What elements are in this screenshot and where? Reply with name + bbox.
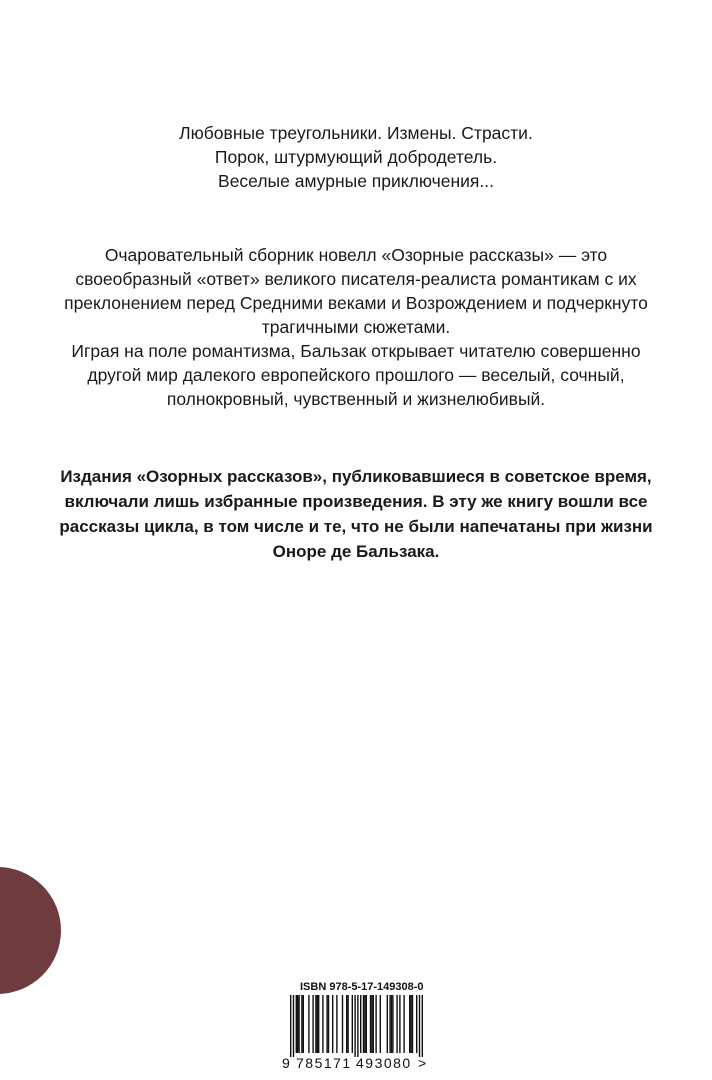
barcode-bar <box>342 995 343 1053</box>
barcode-bar <box>396 995 397 1053</box>
barcode-bar <box>412 995 413 1053</box>
barcode-bar <box>373 995 374 1053</box>
description-line: своеобразный «ответ» великого писателя-реалиста романтикам с их <box>75 269 637 289</box>
barcode-end-marker: > <box>418 1055 427 1071</box>
barcode-guard-bar <box>357 995 358 1057</box>
barcode-bar <box>409 995 410 1053</box>
decorative-circle <box>0 867 61 994</box>
description-paragraph-2 <box>40 339 672 411</box>
barcode-bar <box>301 995 302 1053</box>
tagline <box>40 121 672 193</box>
barcode-bar <box>328 995 329 1053</box>
barcode-bar <box>347 995 348 1053</box>
barcode-bar <box>303 995 304 1053</box>
barcode-bar <box>403 995 404 1053</box>
description-line: Играя на поле романтизма, Бальзак открывает читателю совершенно <box>71 341 641 361</box>
edition-note-line: Оноре де Бальзака. <box>272 542 440 561</box>
description-line: трагичными сюжетами. <box>261 317 451 337</box>
description-line: преклонением перед Средними веками и Возрождением и подчеркнуто <box>64 293 648 313</box>
barcode-digits <box>282 1055 432 1071</box>
barcode-bar <box>360 995 361 1053</box>
tagline-line: Любовные треугольники. Измены. Страсти. <box>179 123 533 143</box>
barcode-bar <box>410 995 411 1053</box>
barcode-right-group: 493080 <box>356 1055 412 1071</box>
barcode-bar <box>399 995 400 1053</box>
barcode-bar <box>392 995 393 1053</box>
description-line: полнокровный, чувственный и жизнелюбивый. <box>166 389 546 409</box>
isbn-label: ISBN 978-5-17-149308-0 <box>300 981 424 993</box>
barcode-bar <box>375 995 376 1053</box>
barcode-bar <box>363 995 364 1053</box>
barcode-bar <box>318 995 319 1053</box>
description <box>40 243 672 411</box>
edition-note <box>40 464 672 564</box>
barcode-bar <box>326 995 327 1053</box>
barcode-bar <box>370 995 371 1053</box>
barcode-bar <box>366 995 367 1053</box>
edition-note-line: Издания «Озорных рассказов», публиковавшиеся в советское время, <box>60 467 652 486</box>
barcode-lead-digit: 9 <box>282 1055 290 1071</box>
barcode-bar <box>317 995 318 1053</box>
tagline-line: Порок, штурмующий добродетель. <box>214 147 498 167</box>
barcode-bar <box>296 995 297 1053</box>
barcode-bars <box>282 995 432 1057</box>
barcode-guard-bar <box>419 995 420 1057</box>
barcode-bar <box>315 995 316 1053</box>
barcode-guard-bar <box>354 995 355 1057</box>
description-line: Очаровательный сборник новелл «Озорные рассказы» — это <box>104 245 608 265</box>
barcode-guard-bar <box>293 995 294 1057</box>
tagline-line: Веселые амурные приключения... <box>218 171 494 191</box>
barcode-bar <box>387 995 388 1053</box>
barcode-bar <box>364 995 365 1053</box>
description-paragraph-1 <box>40 243 672 339</box>
barcode <box>282 981 432 1073</box>
barcode-bar <box>332 995 333 1053</box>
barcode-bar <box>308 995 309 1053</box>
barcode-bar <box>297 995 298 1053</box>
barcode-bar <box>416 995 417 1053</box>
barcode-bar <box>346 995 347 1053</box>
barcode-left-group: 785171 <box>296 1055 352 1071</box>
barcode-bar <box>352 995 353 1053</box>
barcode-bar <box>312 995 313 1053</box>
barcode-bar <box>298 995 299 1053</box>
barcode-bar <box>380 995 381 1053</box>
edition-note-line: рассказы цикла, в том числе и те, что не были напечатаны при жизни <box>59 517 653 536</box>
barcode-bar <box>371 995 372 1053</box>
barcode-guard-bar <box>422 995 423 1057</box>
barcode-guard-bar <box>290 995 291 1057</box>
barcode-bar <box>391 995 392 1053</box>
barcode-bar <box>336 995 337 1053</box>
description-line: другой мир далекого европейского прошлого — веселый, сочный, <box>87 365 625 385</box>
barcode-bar <box>389 995 390 1053</box>
barcode-bar <box>322 995 323 1053</box>
edition-note-line: включали лишь избранные произведения. В эту же книгу вошли все <box>64 492 648 511</box>
